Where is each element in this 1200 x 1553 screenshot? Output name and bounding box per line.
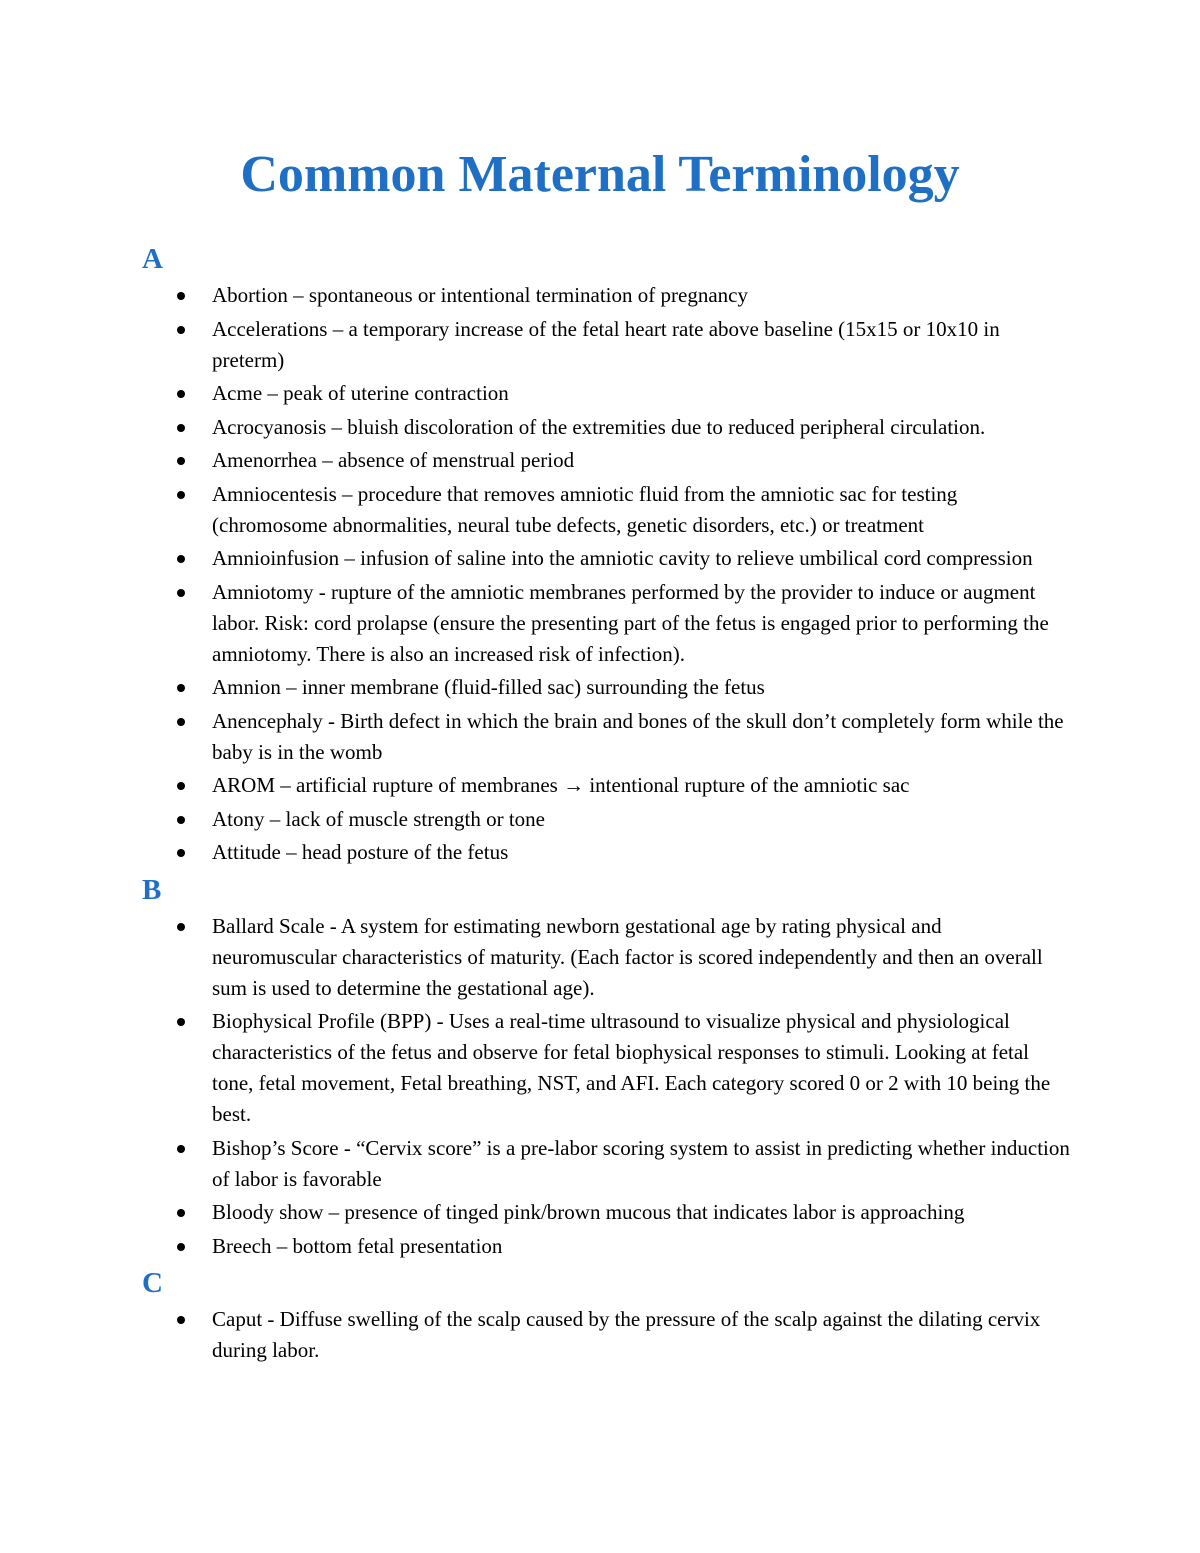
term-text: Atony – lack of muscle strength or tone [212,806,546,831]
list-item [140,804,1070,835]
list-item [140,314,1070,376]
bullet-icon [177,292,185,300]
bullet-icon [177,718,185,726]
list-item [140,543,1070,574]
bullet-icon [177,1209,185,1217]
list-item [140,706,1070,768]
document-body [140,240,1070,1369]
bullet-icon [177,457,185,465]
term-text: Attitude – head posture of the fetus [212,840,509,864]
section-a [140,240,1070,868]
term-text: Amniotomy - rupture of the amniotic membranes performed by the provider to induce or augment labor. Risk: cord prolapse (ensure the presenting part of the fetus is engaged prior to performing the amniotomy. There is also an increased risk of infection). [212,579,1049,666]
list-item [140,378,1070,409]
term-text: Breech – bottom fetal presentation [212,1233,503,1258]
bullet-icon [177,782,185,790]
term-text: Amenorrhea – absence of menstrual period [212,448,575,472]
bullet-icon [177,1145,185,1153]
bullet-icon [177,390,185,398]
term-list-c [140,1304,1070,1366]
term-text: Abortion – spontaneous or intentional termination of pregnancy [212,283,748,307]
bullet-icon [177,589,185,597]
bullet-icon [177,424,185,432]
section-heading-b: B [142,873,162,906]
list-item [140,770,1070,801]
list-item [140,672,1070,703]
term-text: Bloody show – presence of tinged pink/brown mucous that indicates labor is approaching [212,1200,965,1224]
bullet-icon [177,326,185,334]
bullet-icon [177,923,185,931]
list-item [140,445,1070,476]
list-item [140,1304,1070,1366]
term-text: Amnion – inner membrane (fluid-filled sac) surrounding the fetus [212,675,765,699]
term-text: Anencephaly - Birth defect in which the brain and bones of the skull don’t completely form while the baby is in the womb [212,708,1064,764]
section-heading-c: C [142,1267,163,1299]
list-item [140,1197,1070,1228]
term-text: Amnioinfusion – infusion of saline into the amniotic cavity to relieve umbilical cord compression [212,546,1033,570]
bullet-icon [177,491,185,499]
term-text: AROM – artificial rupture of membranes → intentional rupture of the amniotic sac [212,773,910,797]
term-text: Amniocentesis – procedure that removes amniotic fluid from the amniotic sac for testing (chromosome abnormalities, neural tube defects, genetic disorders, etc.) or treatment [212,481,958,537]
list-item [140,1006,1070,1130]
bullet-icon [177,1316,185,1324]
term-list-b [140,911,1070,1262]
list-item [140,577,1070,670]
bullet-icon [177,555,185,563]
bullet-icon [177,816,185,824]
bullet-icon [177,849,185,857]
section-b [140,871,1070,1262]
term-text: Biophysical Profile (BPP) - Uses a real-time ultrasound to visualize physical and physiological characteristics of the fetus and observe for fetal biophysical responses to stimuli. Looking at fetal tone, fetal movement, Fetal breathing, NST, and AFI. Each category scored 0 or 2 with 10 being the best. [212,1009,1051,1126]
list-item [140,479,1070,541]
term-list-a [140,280,1070,868]
section-heading-a: A [142,243,163,275]
term-text: Acme – peak of uterine contraction [212,381,509,405]
bullet-icon [177,1018,185,1026]
list-item [140,911,1070,1004]
list-item [140,1133,1070,1195]
term-text: Caput - Diffuse swelling of the scalp caused by the pressure of the scalp against the dilating cervix during labor. [212,1307,1041,1362]
list-item [140,837,1070,868]
bullet-icon [177,684,185,692]
bullet-icon [177,1243,185,1251]
list-item [140,280,1070,311]
term-text: Ballard Scale - A system for estimating newborn gestational age by rating physical and neuromuscular characteristics of maturity. (Each factor is scored independently and then an overall sum is used to determine the gestational age). [212,913,1043,1000]
term-text: Acrocyanosis – bluish discoloration of the extremities due to reduced peripheral circulation. [212,414,986,439]
list-item [140,412,1070,443]
section-c [140,1264,1070,1366]
list-item [140,1231,1070,1262]
page-title: Common Maternal Terminology [240,146,960,203]
term-text: Accelerations – a temporary increase of the fetal heart rate above baseline (15x15 or 10x10 in preterm) [212,316,1000,372]
term-text: Bishop’s Score - “Cervix score” is a pre-labor scoring system to assist in predicting whether induction of labor is favorable [212,1135,1070,1191]
